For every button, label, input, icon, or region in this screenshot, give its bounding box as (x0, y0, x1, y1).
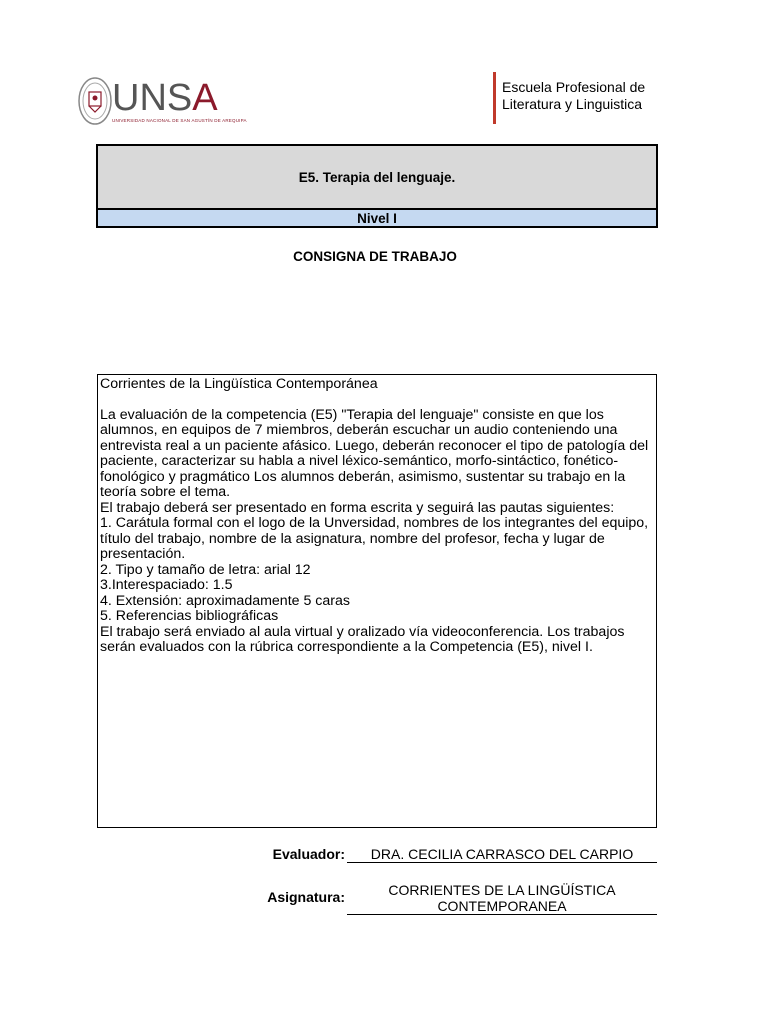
logo-subtitle: UNIVERSIDAD NACIONAL DE SAN AGUSTÍN DE AREQUIPA (112, 118, 247, 123)
subject-label: Asignatura: (267, 889, 345, 905)
level-label: Nivel I (98, 210, 656, 226)
assignment-paragraph-2: El trabajo deberá ser presentado en forma escrita y seguirá las pautas siguientes: (100, 499, 615, 516)
subject-value-line-1: CORRIENTES DE LA LINGÜÍSTICA (388, 882, 616, 898)
title-box (96, 144, 658, 228)
course-line: Corrientes de la Lingüística Contemporánea (100, 376, 378, 392)
closing-paragraph: El trabajo será enviado al aula virtual y oralizado vía videoconferencia. Los trabajos serán evaluados con la rúbrica correspondiente a la Competencia (E5), nivel I. (100, 623, 625, 655)
logo-wordmark: UNSA (112, 77, 218, 119)
header-divider (493, 72, 496, 124)
subject-value (347, 882, 657, 915)
list-item: 1. Carátula formal con el logo de la Unversidad, nombres de los integrantes del equipo, título del trabajo, nombre de la asignatura, nombre del profesor, fecha y lugar de presentación. (100, 515, 649, 562)
school-line-1: Escuela Profesional de (502, 79, 646, 95)
list-item: 4. Extensión: aproximadamente 5 caras (100, 592, 350, 609)
evaluator-value: DRA. CECILIA CARRASCO DEL CARPIO (347, 846, 657, 863)
list-item: 5. Referencias bibliográficas (100, 608, 279, 624)
list-item: 3.Interespaciado: 1.5 (100, 577, 233, 593)
university-logo (78, 74, 247, 130)
competency-title: E5. Terapia del lenguaje. (98, 146, 656, 210)
list-item: 2. Tipo y tamaño de letra: arial 12 (100, 561, 311, 578)
assignment-paragraph-1: La evaluación de la competencia (E5) "Terapia del lenguaje" consiste en que los alumnos, en equipos de 7 miembros, deberán escuchar un audio conteniendo una entrevista real a un paciente afásico. Luego, deberán reconocer el tipo de patología del paciente, caracterizar su habla a nivel léxico-semántico, morfo-sintáctico, fonético-fonológico y pragmático Los alumnos deberán, asimismo, sustentar su trabajo en la teoría sobre el tema. (100, 406, 649, 500)
evaluator-label: Evaluador: (272, 846, 345, 862)
section-heading: CONSIGNA DE TRABAJO (293, 249, 457, 264)
school-line-2: Literatura y Linguistica (502, 96, 643, 112)
school-name (502, 79, 645, 113)
assignment-content (97, 374, 657, 828)
university-seal-icon (78, 76, 112, 126)
subject-value-line-2: CONTEMPORANEA (437, 898, 567, 914)
